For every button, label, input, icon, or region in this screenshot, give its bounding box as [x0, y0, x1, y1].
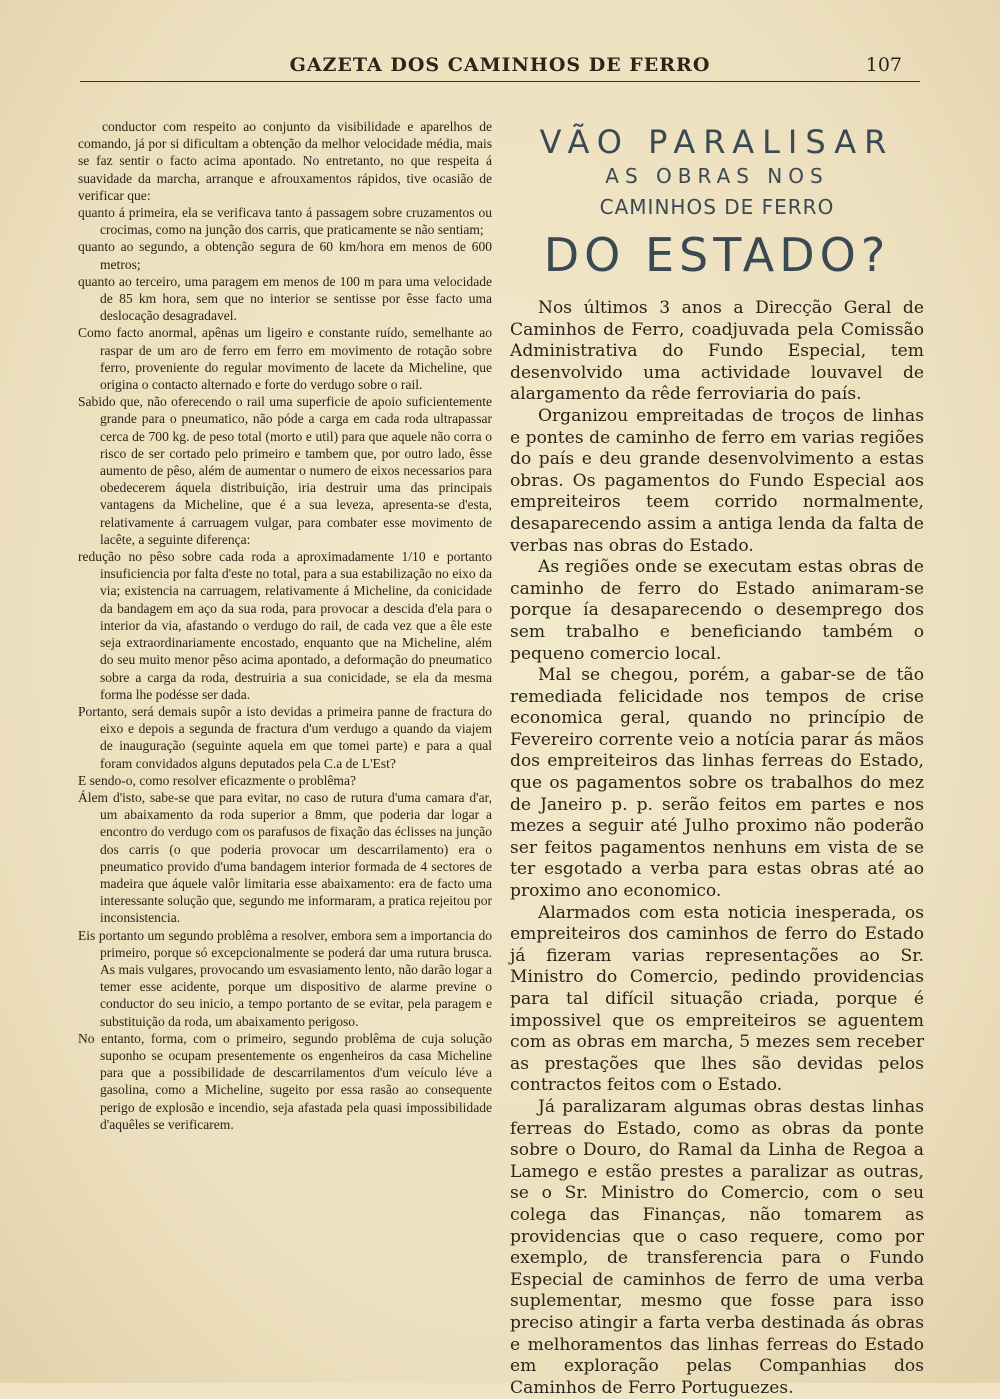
- article-headline: [510, 122, 924, 284]
- running-head: [80, 48, 920, 88]
- article-paragraph: Mal se chegou, porém, a gabar-se de tão remediada felicidade nos tempos de crise economica geral, quando no princípio de Fevereiro corrente veio a notícia parar ás mãos dos empreiteiros das linhas ferreas do Estado, que os pagamentos sobre os trabalhos do mez de Janeiro p. p. serão feitos em partes e nos mezes a seguir até Julho proximo não poderão ser feitos pagamentos nenhuns em vista de se ter esgotado a verba para estas obras até ao proximo ano economico.: [510, 665, 924, 902]
- article-paragraph: As regiões onde se executam estas obras de caminho de ferro do Estado animaram-se porque ía desaparecendo o desemprego dos sem trabalho e beneficiando também o pequeno comercio local.: [510, 557, 924, 664]
- article-body: [510, 298, 924, 1399]
- headline-line-2: AS OBRAS NOS: [605, 164, 829, 188]
- right-column: [510, 118, 924, 1399]
- left-paragraph: Álem d'isto, sabe-se que para evitar, no caso de rutura d'uma camara d'ar, um abaixamento da roda superior a 8mm, que poderia dar logar a encontro do verdugo com os parafusos de fixação das éclisses na junção dos carris (o que poderia provocar um descarrilamento) era o pneumatico provido d'uma bandagem interior formada de 4 sectores de madeira que áquele valôr limitaria esse abaixamento: era de facto uma interessante solução que, segundo me informaram, a pratica rejeitou por inconsistencia.: [78, 789, 492, 926]
- left-paragraph: Eis portanto um segundo problêma a resolver, embora sem a importancia do primeiro, porque só excepcionalmente se poderá dar uma rutura brusca. As mais vulgares, provocando um esvasiamento lento, não darão logar a temer esse acidente, porque um dispositivo de alarme previne o conductor do seu inicio, a tempo portanto de se evitar, pela paragem e substituição da roda, um abaixamento perigoso.: [78, 927, 492, 1029]
- left-paragraph: Sabido que, não oferecendo o rail uma superficie de apoio suficientemente grande para o pneumatico, não póde a carga em cada roda ultrapassar cerca de 700 kg. de peso total (morto e util) para que aquele não corra o risco de ser cortado pelo primeiro e tambem que, por outro lado, êsse aumento de pêso, além de aumentar o numero de eixos necessarios para obedecerem áquela distribuição, iria destruir uma das principais vantagens da Micheline, que é a sua leveza, apresenta-se d'esta, relativamente á carruagem vulgar, para combater esse movimento de lacête, a seguinte diferença:: [78, 394, 492, 547]
- headline-line-4: DO ESTADO?: [543, 228, 891, 282]
- header-rule: [80, 81, 920, 82]
- article-paragraph: Organizou empreitadas de troços de linhas e pontes de caminho de ferro em varias regiões do país e deu grande desenvolvimento a estas obras. Os pagamentos do Fundo Especial aos empreiteiros teem corrido normalmente, desaparecendo assim a antiga lenda da falta de verbas nas obras do Estado.: [510, 405, 924, 556]
- left-column: [78, 118, 492, 1133]
- article-paragraph: Já paralizaram algumas obras destas linhas ferreas do Estado, como as obras da ponte sobre o Douro, do Ramal da Linha de Regoa a Lamego e estão prestes a paralizar as outras, se o Sr. Ministro do Comercio, com o seu colega das Finanças, não tomarem as providencias que o caso requere, como por exemplo, de transferencia para o Fundo Especial de caminhos de ferro de uma verba suplementar, mesmo que fosse para isso preciso atingir a farta verba destinada ás obras e melhoramentos das linhas ferreas do Estado em exploração pelas Companhias dos Caminhos de Ferro Portuguezes.: [510, 1096, 924, 1398]
- journal-title: GAZETA DOS CAMINHOS DE FERRO: [289, 54, 711, 76]
- headline-line-1: VÃO PARALISAR: [539, 123, 895, 161]
- left-paragraph: No entanto, forma, com o primeiro, segundo problêma de cuja solução suponho se ocupam presentemente os engenheiros da casa Micheline para que a possibilidade de descarrilamentos d'um veículo léve a gasolina, como a Micheline, sugeito por essa rasão ao consequente perigo de explosão e incendio, seja afastada pela quasi impossibilidade d'aquêles se verificarem.: [78, 1030, 492, 1132]
- headline-line-3: CAMINHOS DE FERRO: [599, 195, 835, 219]
- left-paragraph: quanto á primeira, ela se verificava tanto á passagem sobre cruzamentos ou crocimas, como na junção dos carris, que praticamente se não sentiam;: [78, 205, 492, 238]
- left-paragraph: Como facto anormal, apênas um ligeiro e constante ruído, semelhante ao raspar de um aro de ferro em ferro em movimento de rotação sobre ferro, proveniente do regular movimento de lacete da Micheline, que origina o contacto alternado e forte do verdugo sobre o rail.: [78, 325, 492, 393]
- left-paragraph: Portanto, será demais supôr a isto devidas a primeira panne de fractura do eixo e depois a segunda de fractura d'um verdugo a quando da viajem de inauguração (seguinte aquela em que tomei parte) e para a qual foram convidados alguns deputados pela C.a de L'Est?: [78, 703, 492, 771]
- page-number: 107: [865, 54, 902, 76]
- left-paragraph: E sendo-o, como resolver eficazmente o problêma?: [78, 772, 356, 788]
- article-paragraph: Alarmados com esta noticia inesperada, os empreiteiros dos caminhos de ferro do Estado já fizeram varias representações ao Sr. Ministro do Comercio, pedindo providencias para tal difícil situação criada, porque é impossivel que os empreiteiros se aguentem com as obras em marcha, 5 mezes sem receber as prestações que lhes são devidas pelos contractos feitos com o Estado.: [510, 902, 924, 1096]
- left-paragraph: quanto ao terceiro, uma paragem em menos de 100 m para uma velocidade de 85 km hora, sem que no interior se sentisse por êsse facto uma deslocação desagradavel.: [78, 273, 492, 324]
- left-paragraph: redução no pêso sobre cada roda a aproximadamente 1/10 e portanto insuficiencia por falta d'este no total, para a sua estabilização no eixo da via; existencia na carruagem, relativamente á Micheline, da conicidade da bandagem em aço da sua roda, para provocar a descida d'ela para o interior da via, afastando o verdugo do rail, de cada vez que a êle este seja extraordinariamente encostado, enquanto que na Micheline, além do seu muito menor pêso acima apontado, a deformação do pneumatico sobre a carga da roda, destruiria a sua conicidade, se ela da mesma forma lhe podésse ser dada.: [78, 549, 492, 702]
- left-paragraph: quanto ao segundo, a obtenção segura de 60 km/hora em menos de 600 metros;: [78, 239, 492, 272]
- article-paragraph: Nos últimos 3 anos a Direcção Geral de Caminhos de Ferro, coadjuvada pela Comissão Administrativa do Fundo Especial, tem desenvolvido uma actividade louvavel de alargamento da rêde ferroviaria do país.: [510, 298, 924, 405]
- left-paragraph: conductor com respeito ao conjunto da visibilidade e aparelhos de comando, já por si dificultam a obtenção da melhor velocidade média, mais se faz sentir o facto acima apontado. No entretanto, no que respeita á suavidade da marcha, arranque e afrouxamentos rápidos, tive ocasião de verificar que:: [78, 119, 492, 203]
